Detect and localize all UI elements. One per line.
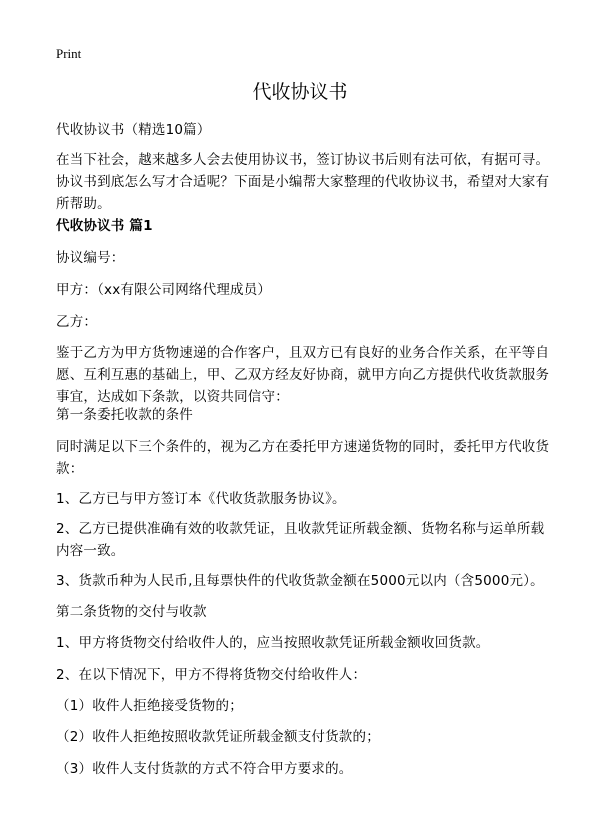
article-1-conditions: 同时满足以下三个条件的，视为乙方在委托甲方速递货物的同时，委托甲方代收货款： <box>56 439 550 477</box>
article-1-item-1: 1、乙方已与甲方签订本《代收货款服务协议》。 <box>56 491 346 507</box>
agreement-number: 协议编号： <box>56 250 125 266</box>
article-2-item-2: 2、在以下情况下，甲方不得将货物交付给收件人： <box>56 667 367 683</box>
article-2-subitem-3: （3）收件人支付货款的方式不符合甲方要求的。 <box>56 761 353 777</box>
party-b: 乙方： <box>56 314 98 330</box>
article-1-item-2: 2、乙方已提供准确有效的收款凭证，且收款凭证所载金额、货物名称与运单所载内容一致。 <box>56 521 545 559</box>
article-1-item-3: 3、货款币种为人民币,且每票快件的代收货款金额在5000元以内（含5000元）。 <box>56 573 544 589</box>
print-link[interactable]: Print <box>56 46 82 61</box>
article-1-heading: 第一条委托收款的条件 <box>56 407 193 423</box>
intro-paragraph: 在当下社会，越来越多人会去使用协议书，签订协议书后则有法可依，有据可寻。协议书到底怎么写才合适呢？下面是小编帮大家整理的代收协议书，希望对大家有所帮助。 <box>56 152 550 212</box>
party-a: 甲方：（xx有限公司网络代理成员） <box>56 282 272 298</box>
document-subtitle: 代收协议书（精选10篇） <box>56 122 211 138</box>
article-2-heading: 第二条货物的交付与收款 <box>56 604 207 620</box>
article-2-item-1: 1、甲方将货物交付给收件人的，应当按照收款凭证所载金额收回货款。 <box>56 635 490 651</box>
article-2-subitem-1: （1）收件人拒绝接受货物的； <box>56 698 243 714</box>
article-2-subitem-2: （2）收件人拒绝按照收款凭证所载金额支付货款的； <box>56 729 380 745</box>
section-heading: 代收协议书 篇1 <box>56 218 153 234</box>
preamble-paragraph: 鉴于乙方为甲方货物速递的合作客户，且双方已有良好的业务合作关系，在平等自愿、互利互惠的基础上，甲、乙双方经友好协商，就甲方向乙方提供代收货款服务事宜，达成如下条款，以资共同信守： <box>56 345 550 405</box>
document-title: 代收协议书 <box>252 81 348 103</box>
